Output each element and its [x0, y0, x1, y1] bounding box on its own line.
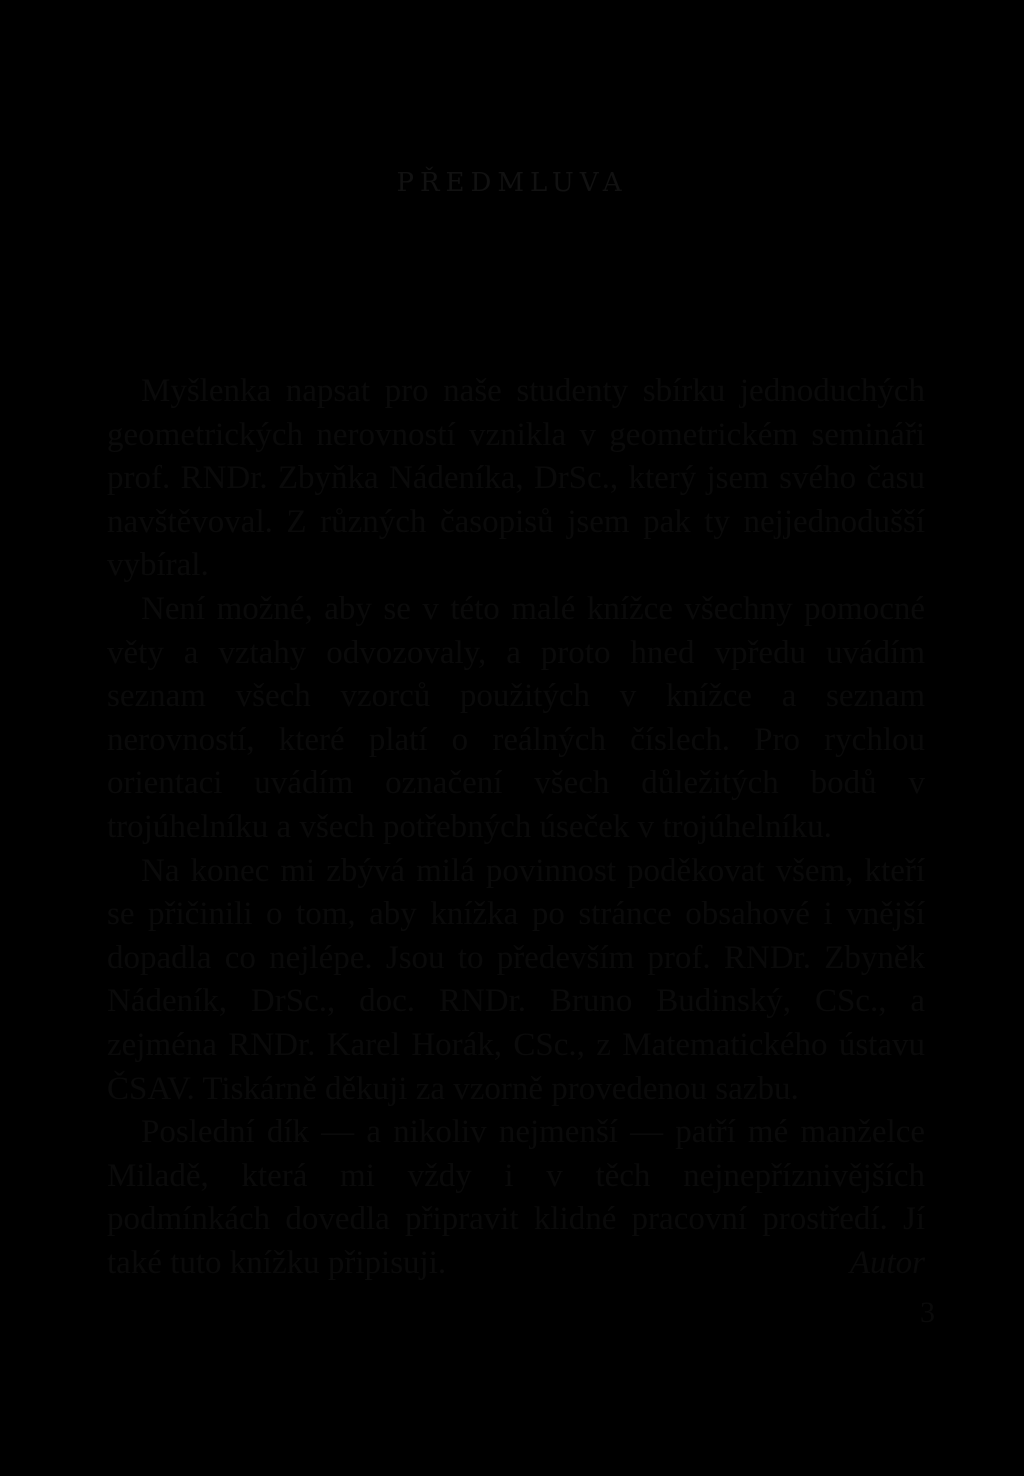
paragraph-2: Není možné, aby se v této malé knížce všechny pomocné věty a vztahy odvozovaly, a proto hned vpředu uvádím seznam všech vzorců použitých v knížce a seznam nerovností, které platí o reálných číslech. Pro rychlou orientaci uvádím označení všech důležitých bodů v trojúhelníku a všech potřebných úseček v trojúhelníku. [107, 590, 925, 845]
page-number: 3 [920, 1296, 935, 1329]
preface-body [107, 370, 925, 1285]
page-title: PŘEDMLUVA [396, 168, 628, 198]
paragraph-3: Na konec mi zbývá milá povinnost poděkovat všem, kteří se přičinili o tom, aby knížka po stránce obsahové i vnější dopadla co nejlépe. Jsou to především prof. RNDr. Zbyněk Nádeník, DrSc., doc. RNDr. Bruno Budinský, CSc., a zejména RNDr. Karel Horák, CSc., z Matematického ústavu ČSAV. Tiskárně děkuji za vzorně provedenou sazbu. [107, 852, 925, 1107]
author-signature: Autor [849, 1244, 925, 1281]
paragraph-4-text: Poslední dík — a nikoliv nejmenší — patří mé manželce Miladě, která mi vždy i v těch nejnepříznivějších podmínkách dovedla připravit klidné pracovní prostředí. Jí také tuto knížku připisuji. [107, 1114, 925, 1281]
paragraph-1: Myšlenka napsat pro naše studenty sbírku jednoduchých geometrických nerovností vznikla v geometrickém semináři prof. RNDr. Zbyňka Nádeníka, DrSc., který jsem svého času navštěvoval. Z různých časopisů jsem pak ty nejjednodušší vybíral. [107, 373, 925, 584]
paragraph-4 [107, 1111, 925, 1285]
